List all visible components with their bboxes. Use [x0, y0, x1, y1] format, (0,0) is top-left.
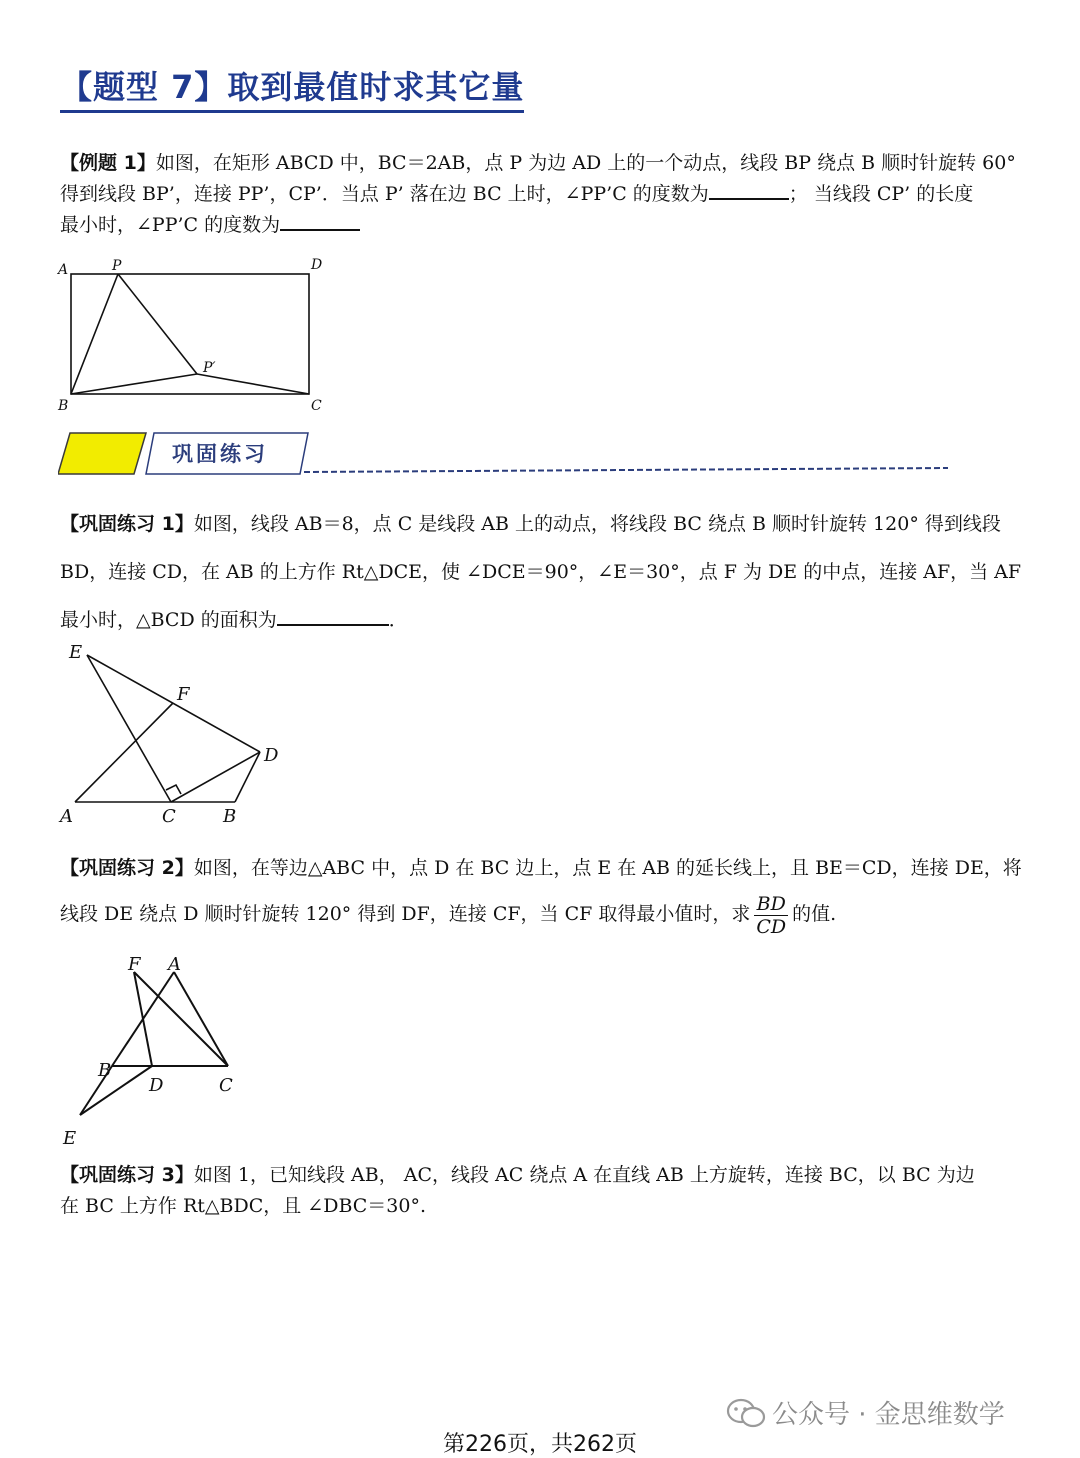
practice-1-line3-end: ． [388, 609, 408, 631]
fraction-bd-cd [754, 893, 788, 938]
example-1-text [60, 148, 1025, 241]
label-e: E [69, 642, 83, 663]
section-heading: 【题型 7】取到最值时求其它量 [60, 62, 524, 113]
practice-3-label: 【巩固练习 3】 [60, 1164, 194, 1186]
label-b: B [58, 398, 69, 414]
page-number: 第226页，共262页 [443, 1432, 637, 1457]
figure-rectangle-abcd [55, 252, 335, 417]
segment-ec [87, 655, 171, 802]
practice-1-text [60, 500, 1025, 644]
label-p: P [112, 258, 122, 274]
answer-blank-1 [709, 180, 789, 200]
label-f: F [177, 684, 190, 705]
label-d: D [149, 1075, 164, 1096]
practice-2-text [60, 845, 1025, 938]
practice-3-line1: 如图 1，已知线段 AB， AC，线段 AC 绕点 A 在直线 AB 上方旋转，连接 BC，以 BC 为边 [193, 1164, 975, 1186]
segment-bp-prime [71, 374, 197, 394]
example-1-line1: 如图，在矩形 ABCD 中，BC＝2AB，点 P 为边 AD 上的一个动点，线段 BP 绕点 B 顺时针旋转 60° [155, 152, 1016, 174]
right-angle-mark [166, 785, 181, 794]
figure-equilateral-abc [55, 950, 275, 1150]
example-1-label: 【例题 1】 [60, 152, 156, 174]
label-c: C [219, 1075, 233, 1096]
practice-1-line1: 如图，线段 AB＝8，点 C 是线段 AB 上的动点，将线段 BC 绕点 B 顺时针旋转 120° 得到线段 [193, 513, 1001, 535]
label-c: C [162, 806, 176, 827]
practice-3-line2: 在 BC 上方作 Rt△BDC，且 ∠DBC＝30°. [60, 1195, 427, 1217]
fraction-numerator: BD [754, 893, 788, 916]
segment-af [75, 703, 173, 802]
label-a: A [58, 262, 69, 278]
segment-cp-prime [197, 374, 309, 394]
watermark-text: 公众号 · 金思维数学 [772, 1400, 1005, 1430]
banner-title: 巩固练习 [172, 442, 268, 466]
label-p-prime: P′ [203, 360, 216, 376]
label-c: C [311, 398, 322, 414]
rectangle-abcd [71, 274, 309, 394]
label-f: F [128, 954, 141, 975]
practice-2-line1: 如图，在等边△ABC 中，点 D 在 BC 边上，点 E 在 AB 的延长线上，且 BE＝CD，连接 DE，将 [193, 857, 1022, 879]
segment-pp-prime [118, 274, 197, 374]
practice-1-line2: BD，连接 CD，在 AB 的上方作 Rt△DCE，使 ∠DCE＝90°，∠E＝30°，点 F 为 DE 的中点，连接 AF，当 AF [60, 561, 1022, 583]
fraction-denominator: CD [756, 915, 787, 938]
watermark [726, 1394, 1005, 1431]
practice-2-line2b: 的值. [792, 903, 837, 925]
example-1-line2a: 得到线段 BP’，连接 PP’，CP’．当点 P’ 落在边 BC 上时，∠PP’C 的度数为 [60, 183, 709, 205]
answer-blank-3 [277, 606, 389, 626]
banner-dashed-line [304, 468, 948, 472]
practice-2-label: 【巩固练习 2】 [60, 857, 194, 879]
practice-2-line2a: 线段 DE 绕点 D 顺时针旋转 120° 得到 DF，连接 CF，当 CF 取得最小值时，求 [60, 903, 751, 925]
banner-yellow-block [58, 433, 146, 474]
label-b: B [98, 1060, 112, 1081]
label-d: D [264, 745, 279, 766]
answer-blank-2 [280, 211, 360, 231]
label-e: E [63, 1128, 77, 1149]
figure-triangle-dce [55, 640, 295, 830]
practice-1-line3: 最小时，△BCD 的面积为 [60, 609, 277, 631]
practice-1-label: 【巩固练习 1】 [60, 513, 194, 535]
label-a: A [168, 954, 181, 975]
practice-3-text [60, 1160, 1025, 1222]
example-1-line3: 最小时，∠PP’C 的度数为 [60, 214, 281, 236]
label-b: B [223, 806, 237, 827]
example-1-line2b: ； 当线段 CP’ 的长度 [788, 183, 974, 205]
segment-de [80, 1066, 152, 1115]
wechat-icon [726, 1397, 766, 1429]
segment-bp [71, 274, 118, 394]
label-d: D [311, 257, 323, 273]
label-a: A [60, 806, 73, 827]
